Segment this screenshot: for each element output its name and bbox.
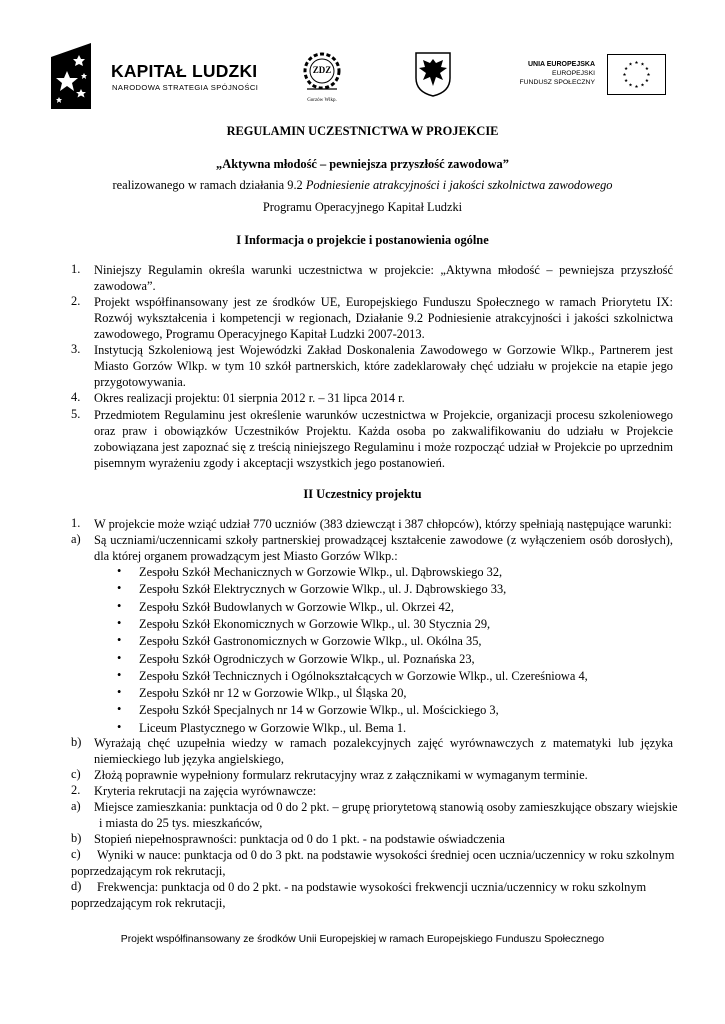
s2-k-c-letter: c) xyxy=(71,847,81,861)
eu-label xyxy=(519,60,595,87)
s1-item1-line2: zawodowa”. xyxy=(94,279,156,293)
s2-k-b-text: Stopień niepełnosprawności: punktacja od 0 do 1 pkt. - na podstawie oświadczenia xyxy=(94,832,505,846)
s2-k-a-letter: a) xyxy=(71,799,81,813)
eu-star-icon xyxy=(635,85,638,88)
eu-star-icon xyxy=(635,61,638,64)
bullet-icon: • xyxy=(117,581,122,596)
eu-star-icon xyxy=(641,83,644,86)
s1-item3-line3: przygotowywania. xyxy=(94,375,186,389)
s2-k-b-letter: b) xyxy=(71,831,82,845)
s2-b-letter: b) xyxy=(71,735,82,749)
s1-item5-number: 5. xyxy=(71,407,81,421)
section2-heading: II Uczestnicy projektu xyxy=(303,487,422,501)
zdz-logo xyxy=(301,49,343,107)
s2-p2-number: 2. xyxy=(71,783,81,797)
eu-logo xyxy=(506,54,666,100)
s2-b-line2: niemieckiego lub języka angielskiego, xyxy=(94,752,284,766)
zdz-letters: ZDZ xyxy=(312,65,332,75)
s2-p1-text: W projekcie może wziąć udział 770 uczniów (383 dziewcząt i 387 chłopców), którzy spełniają następujące warunki: xyxy=(94,517,672,531)
eu-star-icon xyxy=(645,79,648,82)
eu-label-line2: EUROPEJSKI xyxy=(551,70,595,77)
school-list-item: Zespołu Szkół Ekonomicznych w Gorzowie Wlkp., ul. 30 Stycznia 29, xyxy=(139,616,491,631)
s1-item1-number: 1. xyxy=(71,262,81,276)
eu-star-icon xyxy=(641,62,644,65)
kapital-ludzki-logo xyxy=(51,43,271,109)
eu-star-icon xyxy=(629,83,632,86)
eu-star-icon xyxy=(629,62,632,65)
s1-item4-line1: Okres realizacji projektu: 01 sierpnia 2012 r. – 31 lipca 2014 r. xyxy=(94,391,405,405)
kapital-ludzki-title: KAPITAŁ LUDZKI xyxy=(111,61,258,81)
eu-star-icon xyxy=(645,67,648,70)
project-name: „Aktywna młodość – pewniejsza przyszłość zawodowa” xyxy=(216,157,509,171)
bullet-icon: • xyxy=(117,615,122,630)
coat-of-arms-eagle-icon xyxy=(413,50,453,98)
s2-b-line1: Wyrażają chęć uzupełnia wiedzy w ramach pozalekcyjnych zajęć wyrównawczych z matematyki lub języka xyxy=(94,736,673,750)
s2-p2-text: Kryteria rekrutacji na zajęcia wyrównawcze: xyxy=(94,784,317,798)
s1-item2-line2: Rozwój wykształcenia i kompetencji w regionach, Działanie 9.2 Podniesienie atrakcyjności i jakości szkolnictwa xyxy=(94,311,673,325)
eu-label-line3: FUNDUSZ SPOŁECZNY xyxy=(519,79,595,86)
eu-star-icon xyxy=(623,73,626,76)
s1-item5-line2: oraz praw i obowiązków Uczestników Projektu. Każda osoba po zakwalifikowaniu do udziału w Projekcie xyxy=(94,424,673,438)
realized-action-title: Podniesienie atrakcyjności i jakości szkolnictwa zawodowego xyxy=(305,178,613,192)
school-list-item: Zespołu Szkół Mechanicznych w Gorzowie Wlkp., ul. Dąbrowskiego 32, xyxy=(139,565,503,579)
s2-k-c-line2: poprzedzającym rok rekrutacji, xyxy=(71,864,226,878)
kapital-ludzki-mark-icon xyxy=(51,43,101,109)
bullet-icon: • xyxy=(117,702,122,717)
section1-heading: I Informacja o projekcie i postanowienia ogólne xyxy=(236,233,489,247)
school-list-item: Liceum Plastycznego w Gorzowie Wlkp., ul. Bema 1. xyxy=(139,720,407,735)
school-list-item: Zespołu Szkół Technicznych i Ogólnokształcących w Gorzowie Wlkp., ul. Czereśniowa 4, xyxy=(139,668,588,683)
eu-flag xyxy=(607,54,666,95)
zdz-caption: Gorzów Wlkp. xyxy=(307,98,337,103)
s2-k-a-line2: i miasta do 25 tys. mieszkańców, xyxy=(99,816,263,830)
s2-k-d-line1: Frekwencja: punktacja od 0 do 2 pkt. - na podstawie wysokości frekwencji ucznia/uczennicy w roku szkolnym xyxy=(97,880,647,894)
school-list-item: Zespołu Szkół Budowlanych w Gorzowie Wlkp., ul. Okrzei 42, xyxy=(139,599,454,614)
eu-star-icon xyxy=(647,73,650,76)
bullet-icon: • xyxy=(117,719,122,734)
bullet-icon: • xyxy=(117,633,122,648)
programme-line: Programu Operacyjnego Kapitał Ludzki xyxy=(262,200,463,214)
s1-item2-number: 2. xyxy=(71,294,81,308)
s1-item5-line1: Przedmiotem Regulaminu jest określenie warunków uczestnictwa w Projekcie, organizacji procesu szkoleniowego xyxy=(94,408,673,422)
bullet-icon: • xyxy=(117,598,122,613)
school-list-item: Zespołu Szkół Gastronomicznych w Gorzowie Wlkp., ul. Okólna 35, xyxy=(139,634,482,649)
s1-item1-line1: Niniejszy Regulamin określa warunki uczestnictwa w projekcie: „Aktywna młodość – pewniejsza przyszłość xyxy=(94,263,673,277)
s2-a-line2: dla której organem prowadzącym jest Miasto Gorzów Wlkp.: xyxy=(94,549,398,563)
bullet-icon: • xyxy=(117,650,122,665)
school-list-item: Zespołu Szkół Ogrodniczych w Gorzowie Wlkp., ul. Poznańska 23, xyxy=(139,651,475,666)
kapital-ludzki-subtitle: NARODOWA STRATEGIA SPÓJNOŚCI xyxy=(112,83,259,92)
s2-a-line1: Są uczniami/uczennicami szkoły partnerskiej prowadzącej kształcenie zawodowe (z wyłączeniem osób dorosłych), xyxy=(94,533,673,547)
s1-item3-line1: Instytucją Szkoleniową jest Wojewódzki Zakład Doskonalenia Zawodowego w Gorzowie Wlkp., Partnerem jest xyxy=(94,343,673,357)
s1-item5-line3: zobowiązana jest zapoznać się z treścią niniejszego Regulaminu i może rozpocząć udział w Projekcie po uprzednim xyxy=(94,440,673,454)
eu-stars-icon xyxy=(608,55,665,94)
realized-line xyxy=(0,178,725,193)
realized-prefix: realizowanego w ramach działania 9.2 xyxy=(112,178,306,192)
page-footer: Projekt współfinansowany ze środków Unii Europejskiej w ramach Europejskiego Funduszu Społecznego xyxy=(120,934,605,945)
school-list-item: Zespołu Szkół Elektrycznych w Gorzowie Wlkp., ul. J. Dąbrowskiego 33, xyxy=(139,582,507,597)
s1-item3-line2: Miasto Gorzów Wlkp. w tym 10 szkół partnerskich, które zadeklarowały chęć udziału w projekcie na etapie jego xyxy=(94,359,673,373)
school-list-item: Zespołu Szkół nr 12 w Gorzowie Wlkp., ul Śląska 20, xyxy=(139,686,407,701)
s2-p1-number: 1. xyxy=(71,516,81,530)
eu-label-line1: UNIA EUROPEJSKA xyxy=(527,61,595,68)
bullet-icon: • xyxy=(117,667,122,682)
s2-c-text: Złożą poprawnie wypełniony formularz rekrutacyjny wraz z załącznikami w wymaganym terminie. xyxy=(94,768,588,782)
s2-c-letter: c) xyxy=(71,767,81,781)
s2-k-d-line2: poprzedzającym rok rekrutacji, xyxy=(71,896,226,910)
bullet-icon: • xyxy=(117,564,122,578)
s2-k-d-letter: d) xyxy=(71,879,82,893)
s1-item5-line4: pisemnym wyrażeniu zgody i akceptacji wszystkich jego postanowień. xyxy=(94,456,445,470)
document-title: REGULAMIN UCZESTNICTWA W PROJEKCIE xyxy=(226,124,499,138)
s1-item2-line3: zawodowego, Programu Operacyjnego Kapitał Ludzki 2007-2013. xyxy=(94,327,425,341)
eu-star-icon xyxy=(624,67,627,70)
s2-k-c-line1: Wyniki w nauce: punktacja od 0 do 3 pkt. na podstawie wysokości średniej ocen ucznia/uczennicy w roku szkolnym xyxy=(97,848,675,862)
school-list-item: Zespołu Szkół Specjalnych nr 14 w Gorzowie Wlkp., ul. Mościckiego 3, xyxy=(139,703,499,718)
s1-item2-line1: Projekt współfinansowany jest ze środków UE, Europejskiego Funduszu Społecznego w ramach Priorytetu IX: xyxy=(94,295,673,309)
bullet-icon: • xyxy=(117,685,122,700)
s2-k-a-line1: Miejsce zamieszkania: punktacja od 0 do 2 pkt. – grupę priorytetową stanowią osoby zamieszkujące obszary wiejskie xyxy=(94,800,678,814)
s1-item4-number: 4. xyxy=(71,390,81,404)
s2-a-letter: a) xyxy=(71,532,81,546)
s1-item3-number: 3. xyxy=(71,342,81,356)
eu-star-icon xyxy=(624,79,627,82)
